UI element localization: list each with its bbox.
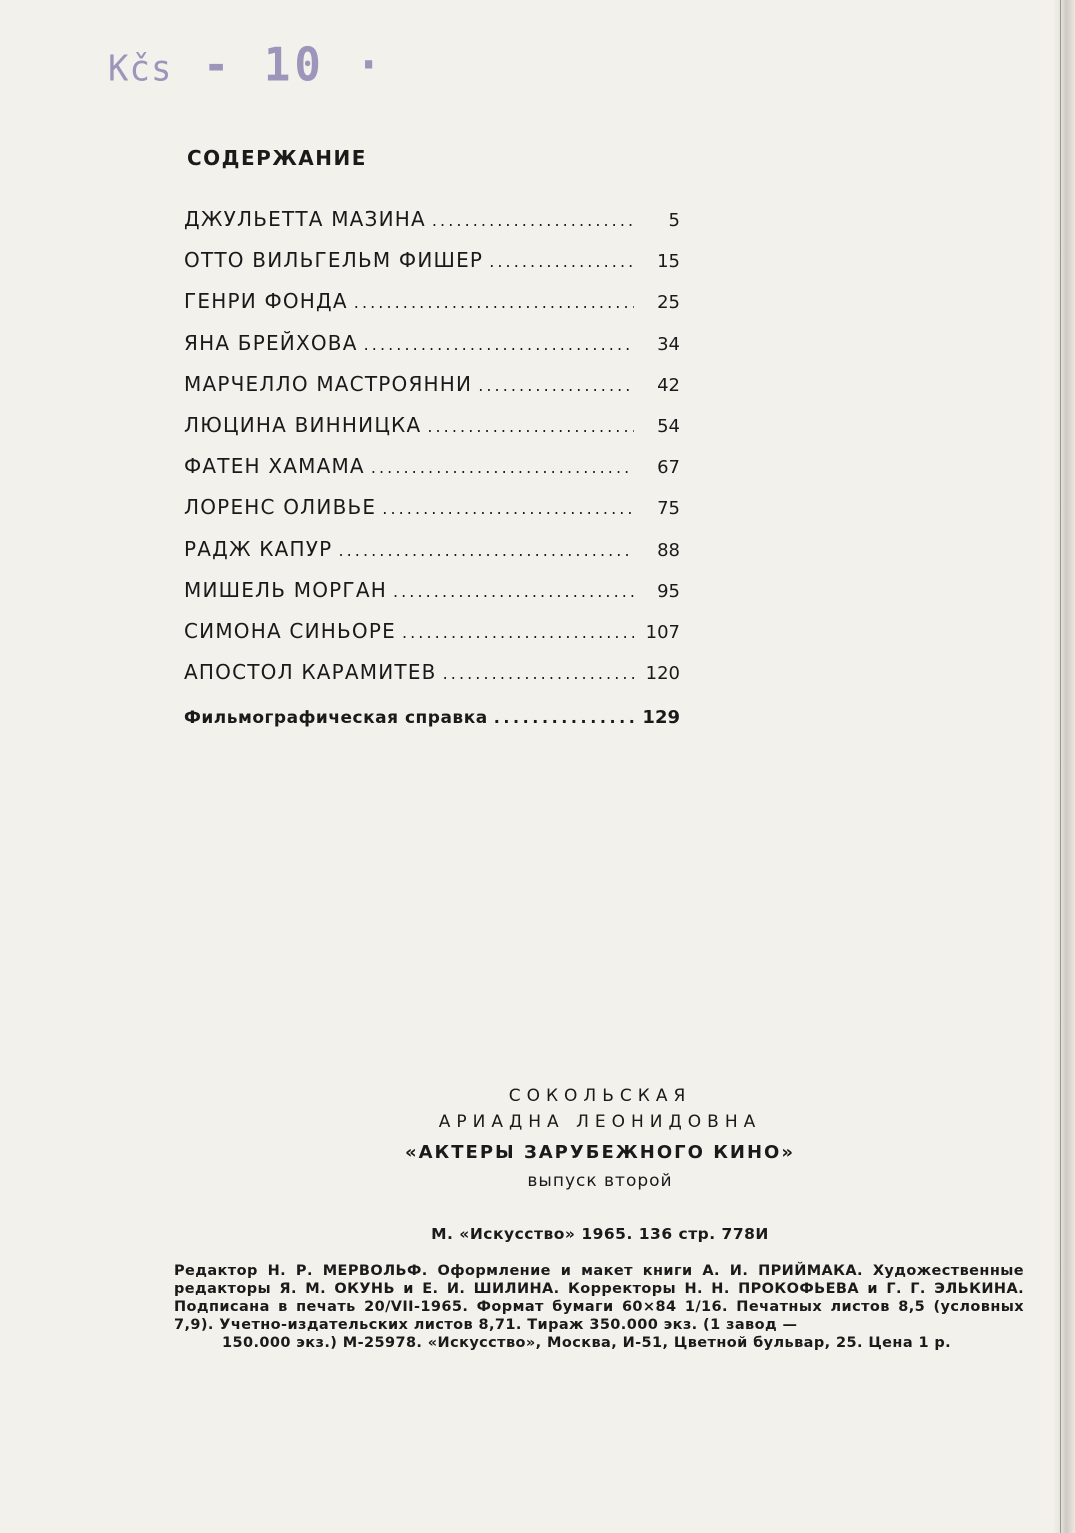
- toc-entry: [184, 372, 680, 413]
- price-stamp: [108, 39, 386, 93]
- toc-entry-page: 75: [657, 498, 680, 520]
- toc-entry-page: 95: [657, 580, 680, 602]
- toc-entry-title: АПОСТОЛ КАРАМИТЕВ: [184, 660, 437, 685]
- toc-entry-title: ГЕНРИ ФОНДА: [184, 289, 348, 314]
- colophon: [174, 1262, 1024, 1352]
- toc-entry-page: 42: [657, 374, 680, 396]
- toc-entry: [184, 248, 680, 289]
- toc-leader-dots: [494, 708, 634, 727]
- toc-entry: [184, 660, 680, 701]
- toc-leader-dots: [489, 252, 634, 271]
- toc-entry-title: ЛЮЦИНА ВИННИЦКА: [184, 412, 422, 437]
- toc-entry-page: 88: [657, 539, 680, 561]
- toc-leader-dots: [478, 376, 634, 395]
- toc-entry-title: РАДЖ КАПУР: [184, 536, 333, 561]
- toc-entry-page: 54: [657, 415, 680, 437]
- toc-leader-dots: [338, 541, 634, 560]
- colophon-last-line: 150.000 экз.) М-25978. «Искусство», Москва, И-51, Цветной бульвар, 25. Цена 1 р.: [222, 1335, 952, 1351]
- toc-entry: [184, 454, 680, 495]
- toc-leader-dots: [402, 623, 634, 642]
- toc-entry-page: 120: [645, 663, 680, 685]
- toc-entry: [184, 619, 680, 660]
- table-of-contents: [184, 207, 680, 748]
- toc-entry: [184, 495, 680, 536]
- imprint-line: М. «Искусство» 1965. 136 стр. 778И: [431, 1225, 769, 1243]
- book-title: «АКТЕРЫ ЗАРУБЕЖНОГО КИНО»: [405, 1142, 795, 1163]
- toc-entry-title: ФАТЕН ХАМАМА: [184, 454, 365, 479]
- toc-entry-filmography: [184, 707, 680, 748]
- stamp-currency: Kčs: [108, 48, 173, 91]
- toc-entry-title: ЯНА БРЕЙХОВА: [184, 330, 358, 355]
- toc-leader-dots: [382, 499, 634, 518]
- toc-entry-title: СИМОНА СИНЬОРЕ: [184, 618, 396, 643]
- toc-entry: [184, 289, 680, 330]
- toc-entry-page: 25: [657, 292, 680, 314]
- author-given-names: АРИАДНА ЛЕОНИДОВНА: [438, 1112, 762, 1132]
- toc-entry-title: ЛОРЕНС ОЛИВЬЕ: [184, 495, 377, 520]
- colophon-text: Редактор Н. Р. МЕРВОЛЬФ. Оформление и макет книги А. И. ПРИЙМАКА. Художественные редакторы Я. М. ОКУНЬ и Е. И. ШИЛИНА. Корректоры Н. Н. ПРОКОФЬЕВА и Г. Г. ЭЛЬКИНА. Подписана в печать 20/VII-1965. Формат бумаги 60×84 1/16. Печатных листов 8,5 (условных 7,9). Учетно-издательских листов 8,71. Тираж 350.000 экз. (1 завод —: [174, 1263, 1024, 1333]
- toc-entry-title: МИШЕЛЬ МОРГАН: [184, 577, 387, 602]
- toc-leader-dots: [393, 582, 634, 601]
- toc-entry: [184, 537, 680, 578]
- toc-entry-page: 107: [645, 621, 680, 643]
- author-surname: СОКОЛЬСКАЯ: [508, 1086, 692, 1106]
- toc-entry-page: 129: [642, 707, 680, 729]
- page-edge-line: [1060, 0, 1061, 1533]
- stamp-value: - 10 ·: [202, 38, 386, 93]
- toc-entry-page: 5: [668, 210, 680, 231]
- toc-entry-page: 67: [657, 457, 680, 479]
- toc-leader-dots: [443, 664, 634, 683]
- issue-label: выпуск второй: [527, 1171, 673, 1191]
- page-edge: [1053, 0, 1075, 1533]
- toc-entry: [184, 207, 680, 248]
- toc-leader-dots: [427, 417, 634, 436]
- toc-entry: [184, 578, 680, 619]
- toc-entry: [184, 331, 680, 372]
- toc-leader-dots: [371, 458, 634, 477]
- toc-leader-dots: [354, 293, 634, 312]
- toc-heading: СОДЕРЖАНИЕ: [187, 146, 367, 170]
- toc-entry-title: МАРЧЕЛЛО МАСТРОЯННИ: [184, 371, 473, 396]
- toc-entry: [184, 413, 680, 454]
- toc-leader-dots: [364, 335, 634, 354]
- toc-entry-title: ОТТО ВИЛЬГЕЛЬМ ФИШЕР: [184, 248, 484, 273]
- toc-leader-dots: [432, 211, 634, 230]
- toc-entry-page: 34: [657, 333, 680, 355]
- toc-entry-title: Фильмографическая справка: [184, 708, 488, 729]
- toc-entry-page: 15: [657, 251, 680, 273]
- toc-entry-title: ДЖУЛЬЕТТА МАЗИНА: [184, 207, 426, 231]
